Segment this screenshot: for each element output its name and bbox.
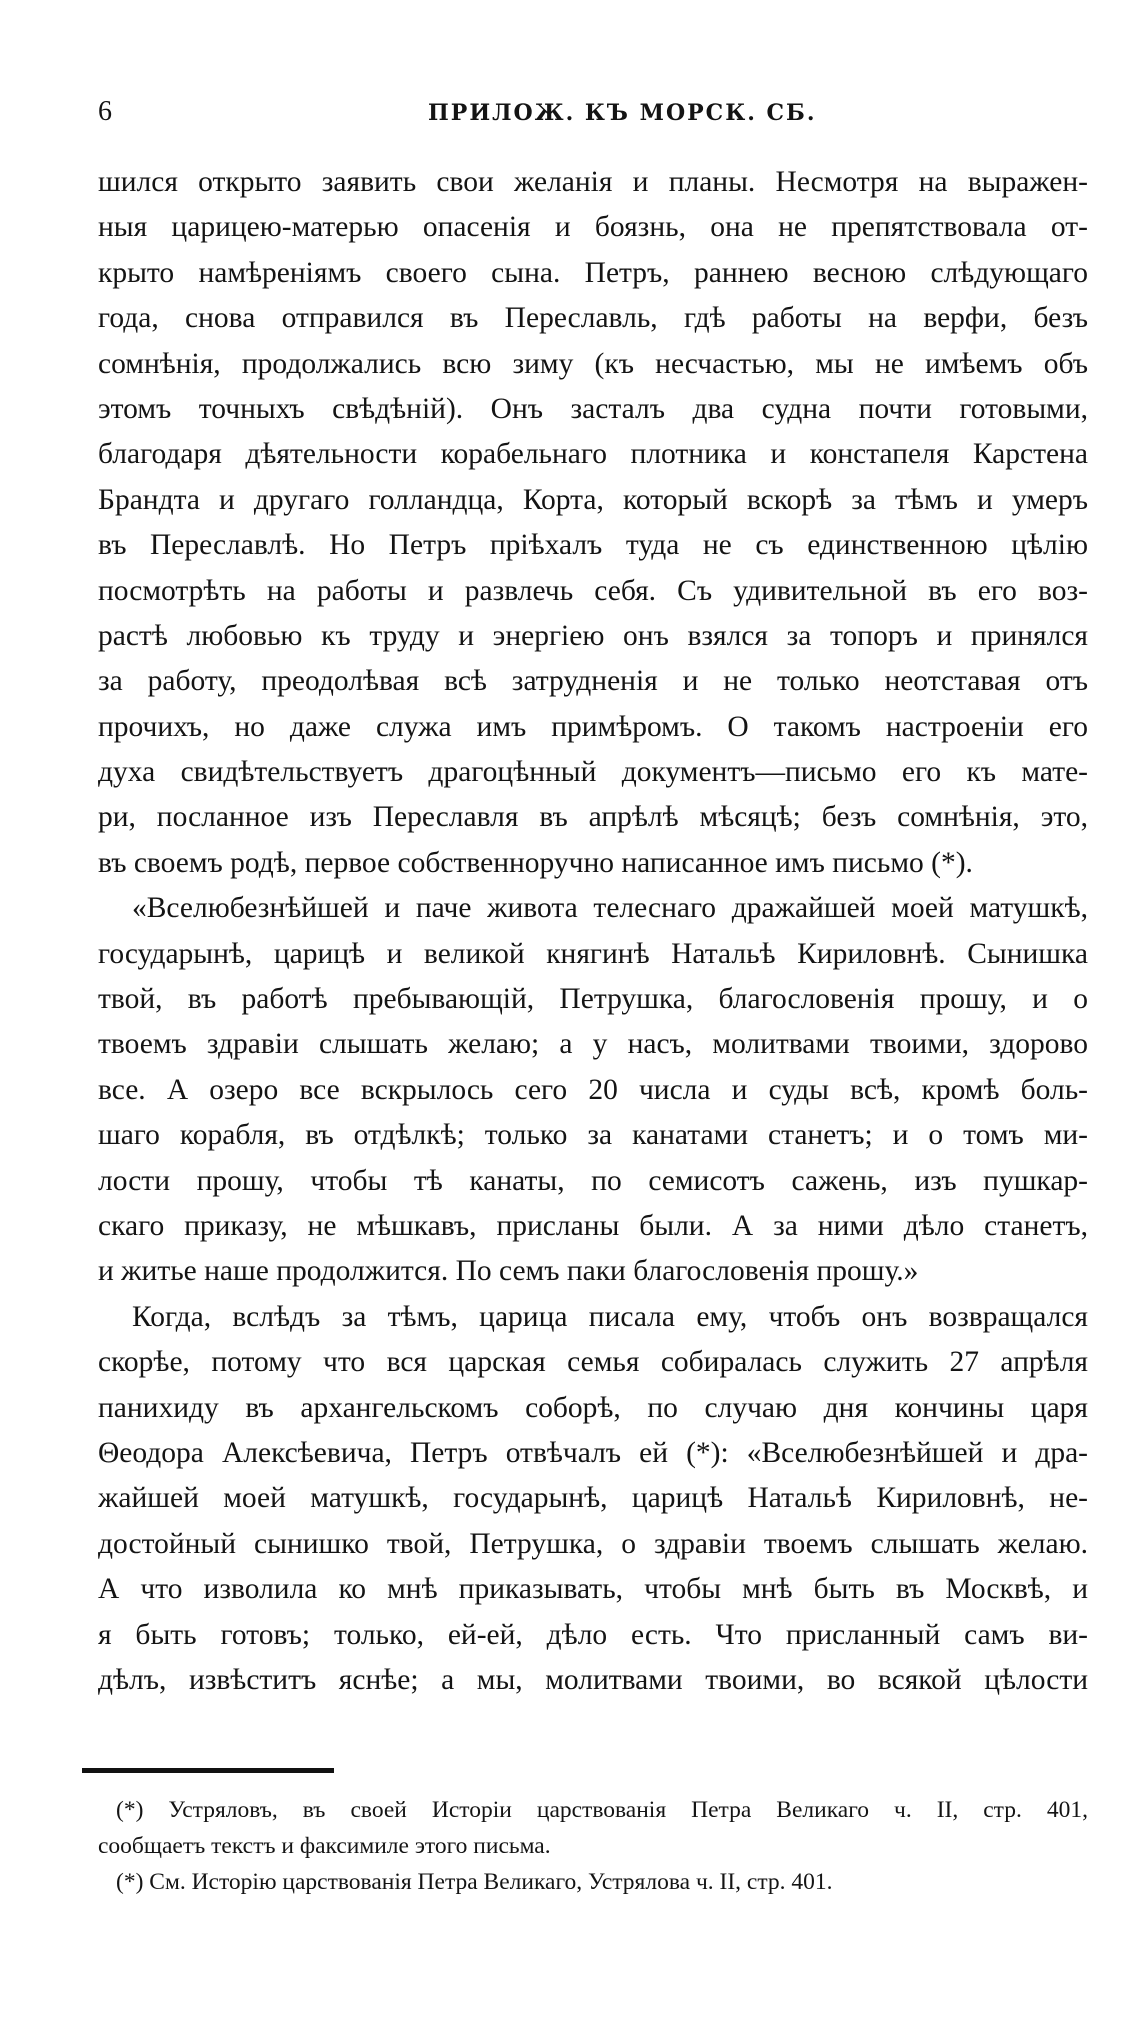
text-line: шился открыто заявить свои желанія и планы. Несмотря на выражен- [98,166,1088,198]
page-number: 6 [98,96,112,127]
text-line: шаго корабля, въ отдѣлкѣ; только за канатами станетъ; и о томъ ми- [98,1119,1088,1152]
text-line: «Вселюбезнѣйшей и паче живота телеснаго дражайшей моей матушкѣ, [132,892,1088,925]
text-line: Θеодора Алексѣевича, Петръ отвѣчалъ ей (*): «Вселюбезнѣйшей и дра- [98,1436,1088,1469]
text-line: прочихъ, но даже служа имъ примѣромъ. О такомъ настроеніи его [98,710,1088,743]
text-line: жайшей моей матушкѣ, государынѣ, царицѣ Натальѣ Кириловнѣ, не- [98,1482,1088,1515]
text-line: скаго приказу, не мѣшкавъ, присланы были. А за ними дѣло станетъ, [98,1209,1088,1242]
footnotes [98,1792,1088,1900]
paragraph-1 [98,160,1088,886]
text-line: твоемъ здравіи слышать желаю; а у насъ, молитвами твоими, здорово [98,1028,1088,1061]
text-line: государынѣ, царицѣ и великой княгинѣ Натальѣ Кириловнѣ. Сынишка [98,937,1088,970]
text-line: благодаря дѣятельности корабельнаго плотника и констапеля Карстена [98,438,1088,471]
text-line: духа свидѣтельствуетъ драгоцѣнный документъ—письмо его къ мате- [98,756,1088,789]
text-line: ныя царицею-матерью опасенія и боязнь, она не препятствовала от- [98,211,1088,244]
running-head: ПРИЛОЖ. КЪ МОРСК. СБ. [428,100,817,126]
text-line: лости прошу, чтобы тѣ канаты, по семисотъ сажень, изъ пушкар- [98,1164,1088,1197]
paragraph-2 [98,1295,1088,1704]
text-line: А что изволила ко мнѣ приказывать, чтобы мнѣ быть въ Москвѣ, и [98,1573,1088,1606]
text-line: въ Переславлѣ. Но Петръ пріѣхалъ туда не съ единственною цѣлію [98,529,1088,562]
paragraph-letter-1 [98,886,1088,1295]
text-line: скорѣе, потому что вся царская семья собиралась служить 27 апрѣля [98,1346,1088,1379]
text-line: за работу, преодолѣвая всѣ затрудненія и не только неотставая отъ [98,665,1088,698]
body-text [98,160,1088,1703]
text-line: въ своемъ родѣ, первое собственноручно написанное имъ письмо (*). [98,846,973,879]
text-line: ри, посланное изъ Переславля въ апрѣлѣ мѣсяцѣ; безъ сомнѣнія, это, [98,801,1088,834]
text-line: Брандта и другаго голландца, Корта, который вскорѣ за тѣмъ и умеръ [98,483,1088,516]
text-line: этомъ точныхъ свѣдѣній). Онъ засталъ два судна почти готовыми, [98,392,1088,425]
text-line: панихиду въ архангельскомъ соборѣ, по случаю дня кончины царя [98,1391,1088,1424]
text-line: посмотрѣть на работы и развлечь себя. Съ удивительной въ его воз- [98,574,1088,607]
text-line: растѣ любовью къ труду и энергіею онъ взялся за топоръ и принялся [98,619,1088,652]
text-line: достойный сынишко твой, Петрушка, о здравіи твоемъ слышать желаю. [98,1527,1088,1560]
footnote-2: (*) См. Исторію царствованія Петра Великаго, Устрялова ч. II, стр. 401. [116,1869,833,1895]
text-line: года, снова отправился въ Переславль, гдѣ работы на верфи, безъ [98,302,1088,335]
text-line: все. А озеро все вскрылось сего 20 числа и суды всѣ, кромѣ боль- [98,1073,1088,1106]
footnote-rule [82,1768,334,1773]
page-header [98,96,1078,136]
text-line: крыто намѣреніямъ своего сына. Петръ, раннею весною слѣдующаго [98,256,1088,289]
text-line: Когда, вслѣдъ за тѣмъ, царица писала ему, чтобъ онъ возвращался [132,1300,1088,1333]
footnote-1-continuation: сообщаетъ текстъ и факсимиле этого письма. [98,1833,551,1859]
text-line: сомнѣнія, продолжались всю зиму (къ несчастью, мы не имѣемъ объ [98,347,1088,380]
text-line: дѣлъ, извѣститъ яснѣе; а мы, молитвами твоими, во всякой цѣлости [98,1663,1088,1696]
text-line: твой, въ работѣ пребывающій, Петрушка, благословенія прошу, и о [98,983,1088,1016]
footnote-1: (*) Устряловъ, въ своей Исторіи царствованія Петра Великаго ч. II, стр. 401, [116,1797,1088,1823]
text-line: и житье наше продолжится. По семъ паки благословенія прошу.» [98,1255,919,1288]
text-line: я быть готовъ; только, ей-ей, дѣло есть. Что присланный самъ ви- [98,1618,1088,1651]
